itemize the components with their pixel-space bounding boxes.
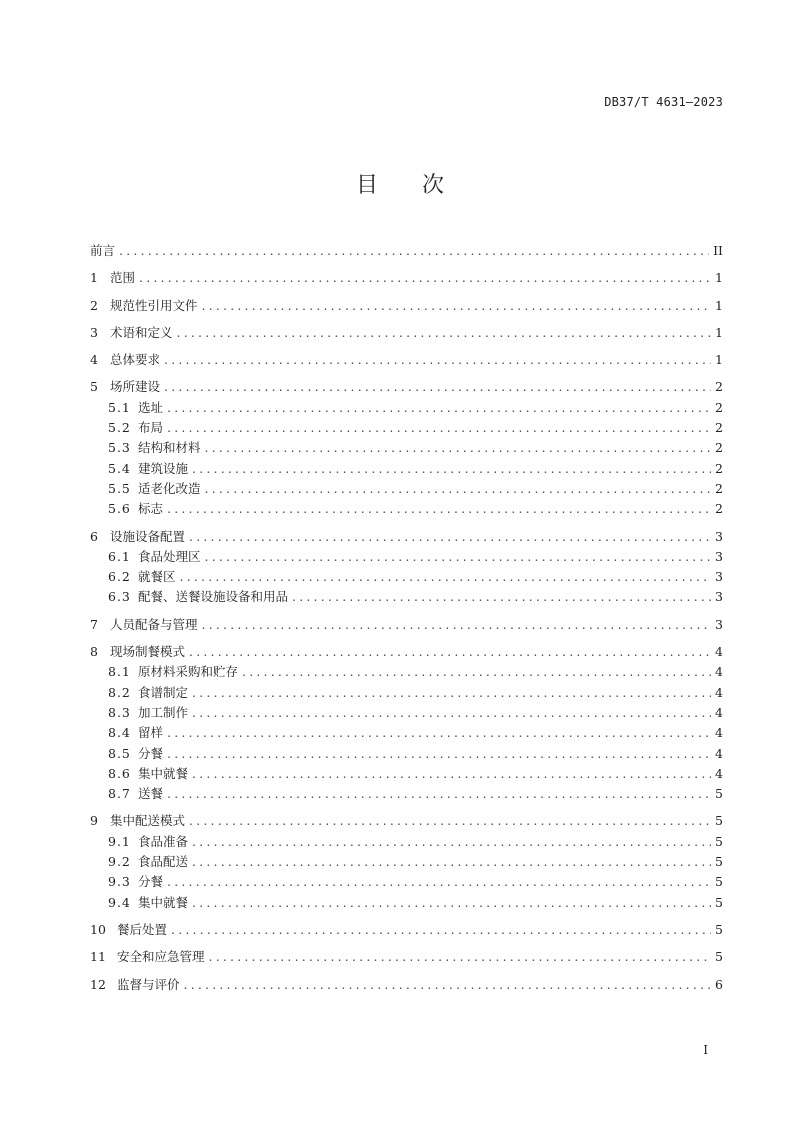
toc-entry-page: 5 <box>715 949 723 965</box>
toc-entry-number: 9.3 <box>108 874 131 890</box>
toc-entry[interactable] <box>90 811 723 831</box>
toc-entry-page: 2 <box>715 420 723 436</box>
dot-leader <box>119 241 709 261</box>
dot-leader <box>192 683 711 703</box>
dot-leader <box>184 975 712 995</box>
dot-leader <box>167 398 711 418</box>
toc-entry-number: 6.3 <box>108 589 131 605</box>
dot-leader <box>202 615 712 635</box>
dot-leader <box>167 744 711 764</box>
toc-entry-page: 5 <box>715 921 723 937</box>
dot-leader <box>164 350 711 370</box>
toc-entry-page: 4 <box>715 745 723 761</box>
toc-entry-number: 9.1 <box>108 833 131 849</box>
toc-entry-label: 集中配送模式 <box>110 813 186 829</box>
page-number: I <box>703 1043 708 1057</box>
toc-entry-label: 范围 <box>110 270 136 286</box>
dot-leader <box>192 832 711 852</box>
toc-entry-number: 8.5 <box>108 745 131 761</box>
dot-leader <box>192 703 711 723</box>
toc-entry-label: 设施设备配置 <box>110 528 186 544</box>
dot-leader <box>189 811 711 831</box>
toc-entry-number: 8.6 <box>108 765 131 781</box>
toc-entry-number: 10 <box>90 921 106 937</box>
toc-entry[interactable] <box>90 947 723 967</box>
dot-leader <box>167 784 711 804</box>
toc-entry-page: 1 <box>715 297 723 313</box>
dot-leader <box>164 377 711 397</box>
toc-entry[interactable] <box>90 398 723 418</box>
toc-entry-label: 食谱制定 <box>138 684 189 700</box>
document-id: DB37/T 4631—2023 <box>604 95 723 109</box>
toc-entry-page: 6 <box>715 976 723 992</box>
toc-entry-page: 2 <box>715 501 723 517</box>
toc-entry-label: 总体要求 <box>110 352 161 368</box>
toc-entry-label: 适老化改造 <box>138 480 201 496</box>
toc-entry-label: 术语和定义 <box>110 324 173 340</box>
toc-entry-label: 集中就餐 <box>138 765 189 781</box>
toc-entry-label: 留样 <box>138 725 164 741</box>
toc-entry-label: 监督与评价 <box>117 976 180 992</box>
dot-leader <box>167 418 711 438</box>
toc-entry-number: 4 <box>90 352 98 368</box>
toc-entry-number: 8 <box>90 644 98 660</box>
toc-entry-number: 8.7 <box>108 786 131 802</box>
dot-leader <box>167 723 711 743</box>
toc-entry-label: 餐后处置 <box>117 921 168 937</box>
dot-leader <box>171 920 711 940</box>
toc-entry-page: 4 <box>715 664 723 680</box>
toc-entry-page: 3 <box>715 528 723 544</box>
toc-entry-label: 场所建设 <box>110 379 161 395</box>
dot-leader <box>189 642 711 662</box>
toc-entry[interactable] <box>90 459 723 479</box>
toc-entry-number: 3 <box>90 324 98 340</box>
dot-leader <box>192 893 711 913</box>
toc-entry-number: 9.4 <box>108 894 131 910</box>
toc-entry-page: 1 <box>715 324 723 340</box>
title-char: 次 <box>422 173 445 198</box>
toc-entry[interactable] <box>90 418 723 438</box>
toc-entry-label: 原材料采购和贮存 <box>138 664 239 680</box>
toc-entry[interactable] <box>90 872 723 892</box>
toc-entry-label: 食品配送 <box>138 854 189 870</box>
toc-entry-number: 6.1 <box>108 548 131 564</box>
toc-entry-number: 1 <box>90 270 98 286</box>
toc-entry-label: 送餐 <box>138 786 164 802</box>
toc-entry[interactable] <box>90 323 723 343</box>
toc-entry-label: 建筑设施 <box>138 460 189 476</box>
toc-entry[interactable] <box>90 642 723 662</box>
toc-entry-label: 食品准备 <box>138 833 189 849</box>
toc-entry-label: 加工制作 <box>138 704 189 720</box>
toc-entry-page: 2 <box>715 460 723 476</box>
toc-entry-number: 8.1 <box>108 664 131 680</box>
toc-entry-page: 4 <box>715 725 723 741</box>
toc-entry[interactable] <box>90 268 723 288</box>
dot-leader <box>205 547 712 567</box>
toc-entry[interactable] <box>90 241 723 261</box>
toc-entry-label: 前言 <box>90 243 116 258</box>
toc-entry[interactable] <box>90 744 723 764</box>
toc-entry[interactable] <box>90 784 723 804</box>
toc-entry-page: 5 <box>715 854 723 870</box>
toc-entry-page: 5 <box>715 894 723 910</box>
toc-entry-label: 分餐 <box>138 745 164 761</box>
toc-entry-label: 配餐、送餐设施设备和用品 <box>138 589 289 605</box>
dot-leader <box>167 872 711 892</box>
toc-entry-number: 6 <box>90 528 98 544</box>
toc-entry-number: 5.5 <box>108 480 131 496</box>
toc-entry-number: 11 <box>90 949 106 965</box>
toc-entry[interactable] <box>90 832 723 852</box>
toc-entry[interactable] <box>90 920 723 940</box>
toc-entry-number: 5.1 <box>108 399 131 415</box>
toc-entry-number: 8.2 <box>108 684 131 700</box>
dot-leader <box>189 527 711 547</box>
dot-leader <box>177 323 712 343</box>
toc-entry-label: 安全和应急管理 <box>117 949 205 965</box>
toc-entry[interactable] <box>90 662 723 682</box>
toc-entry-label: 选址 <box>138 399 164 415</box>
toc-entry-number: 6.2 <box>108 569 131 585</box>
toc-entry-page: 5 <box>715 813 723 829</box>
toc-entry[interactable] <box>90 683 723 703</box>
toc-entry-page: II <box>713 243 723 258</box>
toc-entry-label: 集中就餐 <box>138 894 189 910</box>
dot-leader <box>292 587 711 607</box>
toc-entry[interactable] <box>90 296 723 316</box>
toc-entry[interactable] <box>90 438 723 458</box>
toc-entry[interactable] <box>90 547 723 567</box>
toc-entry[interactable] <box>90 527 723 547</box>
table-of-contents <box>90 241 723 995</box>
dot-leader <box>139 268 711 288</box>
toc-entry-page: 5 <box>715 786 723 802</box>
toc-entry-number: 2 <box>90 297 98 313</box>
toc-entry-page: 2 <box>715 480 723 496</box>
toc-entry-label: 现场制餐模式 <box>110 644 186 660</box>
toc-entry[interactable] <box>90 350 723 370</box>
toc-entry-page: 4 <box>715 765 723 781</box>
toc-entry[interactable] <box>90 587 723 607</box>
toc-entry[interactable] <box>90 893 723 913</box>
toc-entry-number: 5.6 <box>108 501 131 517</box>
toc-entry-page: 2 <box>715 399 723 415</box>
toc-entry-label: 分餐 <box>138 874 164 890</box>
toc-entry-label: 就餐区 <box>138 569 176 585</box>
toc-entry[interactable] <box>90 479 723 499</box>
toc-entry[interactable] <box>90 615 723 635</box>
toc-entry-page: 1 <box>715 270 723 286</box>
toc-entry-number: 7 <box>90 616 98 632</box>
toc-entry[interactable] <box>90 567 723 587</box>
toc-entry-page: 3 <box>715 548 723 564</box>
toc-entry-page: 4 <box>715 684 723 700</box>
dot-leader <box>192 459 711 479</box>
toc-entry[interactable] <box>90 852 723 872</box>
toc-entry-page: 3 <box>715 616 723 632</box>
dot-leader <box>192 852 711 872</box>
toc-entry-label: 结构和材料 <box>138 440 201 456</box>
page-title <box>0 168 800 199</box>
toc-entry-number: 5.2 <box>108 420 131 436</box>
dot-leader <box>192 764 711 784</box>
toc-entry-page: 1 <box>715 352 723 368</box>
toc-entry[interactable] <box>90 703 723 723</box>
toc-entry-label: 人员配备与管理 <box>110 616 198 632</box>
toc-entry[interactable] <box>90 377 723 397</box>
toc-entry-page: 4 <box>715 704 723 720</box>
dot-leader <box>180 567 712 587</box>
toc-entry-page: 5 <box>715 833 723 849</box>
toc-entry-page: 4 <box>715 644 723 660</box>
toc-entry-number: 8.4 <box>108 725 131 741</box>
toc-entry-number: 8.3 <box>108 704 131 720</box>
toc-entry[interactable] <box>90 723 723 743</box>
toc-entry-page: 3 <box>715 589 723 605</box>
toc-entry-number: 5 <box>90 379 98 395</box>
dot-leader <box>242 662 711 682</box>
toc-entry-label: 规范性引用文件 <box>110 297 198 313</box>
dot-leader <box>209 947 712 967</box>
dot-leader <box>205 479 712 499</box>
dot-leader <box>167 499 711 519</box>
toc-entry[interactable] <box>90 764 723 784</box>
toc-entry-number: 9 <box>90 813 98 829</box>
toc-entry-page: 2 <box>715 379 723 395</box>
dot-leader <box>202 296 712 316</box>
toc-entry-page: 3 <box>715 569 723 585</box>
toc-entry-page: 2 <box>715 440 723 456</box>
title-char: 目 <box>355 173 378 198</box>
toc-entry-number: 12 <box>90 976 106 992</box>
toc-entry-label: 标志 <box>138 501 164 517</box>
toc-entry-label: 食品处理区 <box>138 548 201 564</box>
dot-leader <box>205 438 712 458</box>
toc-entry-number: 5.4 <box>108 460 131 476</box>
toc-entry[interactable] <box>90 499 723 519</box>
toc-entry-label: 布局 <box>138 420 164 436</box>
toc-entry-page: 5 <box>715 874 723 890</box>
toc-entry-number: 9.2 <box>108 854 131 870</box>
toc-entry[interactable] <box>90 975 723 995</box>
toc-entry-number: 5.3 <box>108 440 131 456</box>
